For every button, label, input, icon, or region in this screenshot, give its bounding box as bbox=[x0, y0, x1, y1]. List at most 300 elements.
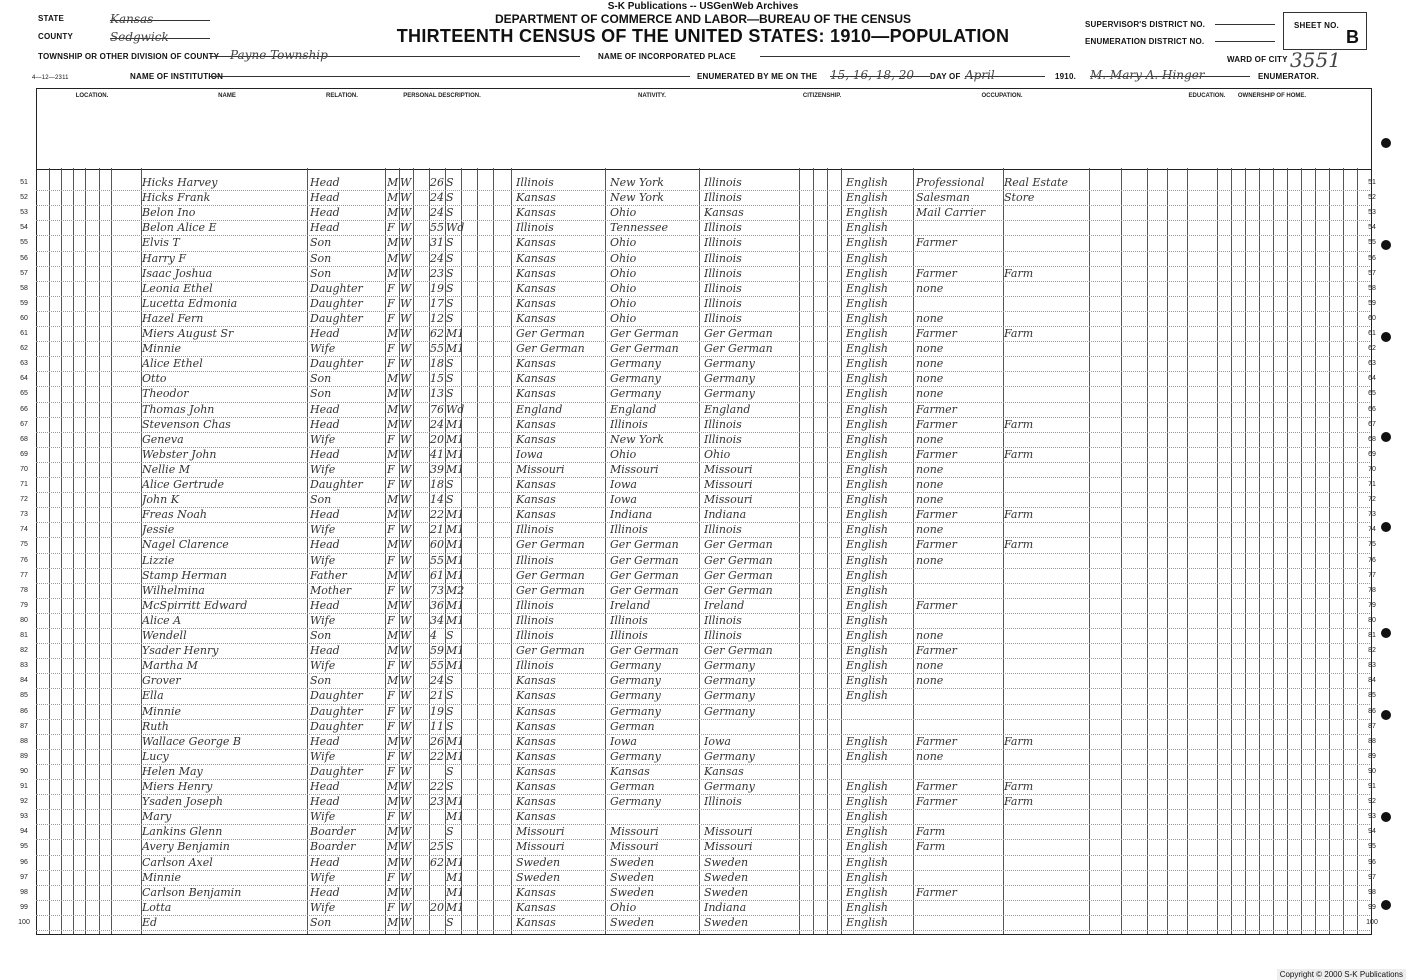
cell-birth: Sweden bbox=[516, 855, 561, 869]
cell-sex: F bbox=[387, 613, 395, 627]
cell-birth: Illinois bbox=[516, 613, 554, 627]
cell-name: Ruth bbox=[142, 719, 169, 733]
cell-father: England bbox=[610, 402, 657, 416]
cell-relation: Son bbox=[310, 915, 332, 929]
cell-name: Freas Noah bbox=[142, 508, 207, 522]
cell-name: Mary bbox=[142, 810, 172, 824]
township-value: Payne Township bbox=[230, 48, 328, 62]
cell-lang: English bbox=[846, 629, 888, 642]
cell-marital: S bbox=[446, 780, 454, 793]
cell-race: W bbox=[400, 296, 412, 310]
cell-relation: Head bbox=[310, 734, 340, 748]
cell-father: Iowa bbox=[610, 478, 637, 491]
cell-name: Webster John bbox=[142, 447, 217, 461]
cell-race: W bbox=[400, 462, 412, 476]
cell-sex: M bbox=[387, 915, 399, 929]
line-number: 64 bbox=[20, 375, 28, 383]
cell-relation: Son bbox=[310, 387, 332, 401]
cell-marital: S bbox=[446, 372, 454, 386]
cell-relation: Boarder bbox=[310, 840, 356, 854]
cell-lang: English bbox=[846, 613, 888, 627]
line-number-right: 83 bbox=[1368, 662, 1376, 670]
line-number: 67 bbox=[20, 420, 28, 428]
cell-birth: Illinois bbox=[516, 598, 554, 612]
cell-age: 22 bbox=[430, 749, 444, 763]
cell-sex: M bbox=[387, 840, 399, 854]
cell-mother: Illinois bbox=[704, 176, 742, 189]
county-value: Sedgwick bbox=[110, 30, 169, 44]
cell-age: 18 bbox=[430, 357, 444, 371]
cell-father: Sweden bbox=[610, 885, 655, 899]
cell-name: Lucetta Edmonia bbox=[142, 296, 238, 310]
cell-mother: Sweden bbox=[704, 915, 749, 929]
sheet-box bbox=[1283, 12, 1367, 50]
cell-mother: Germany bbox=[704, 659, 755, 673]
cell-sex: M bbox=[387, 327, 399, 340]
cell-father: Germany bbox=[610, 674, 661, 688]
line-number: 87 bbox=[20, 722, 28, 730]
cell-birth: Illinois bbox=[516, 659, 554, 673]
cell-age: 55 bbox=[430, 659, 444, 673]
copyright-notice: Copyright © 2000 S-K Publications bbox=[1277, 969, 1406, 980]
cell-relation: Head bbox=[310, 191, 340, 205]
cell-relation: Head bbox=[310, 885, 340, 899]
cell-marital: M1 bbox=[446, 508, 464, 522]
month-value: April bbox=[965, 68, 995, 82]
line-number: 54 bbox=[20, 224, 28, 232]
cell-relation: Wife bbox=[310, 523, 336, 537]
cell-relation: Head bbox=[310, 447, 340, 461]
cell-lang: English bbox=[846, 387, 888, 401]
cell-sex: M bbox=[387, 825, 399, 839]
cell-relation: Daughter bbox=[310, 704, 363, 718]
line-number: 99 bbox=[20, 903, 28, 911]
cell-industry: Farm bbox=[1004, 447, 1034, 461]
line-number: 61 bbox=[20, 330, 28, 337]
cell-birth: Kansas bbox=[516, 810, 556, 824]
cell-lang: English bbox=[846, 372, 888, 386]
line-number-right: 100 bbox=[1366, 918, 1378, 926]
line-number: 83 bbox=[20, 662, 28, 670]
cell-marital: M1 bbox=[446, 734, 464, 748]
cell-name: Martha M bbox=[142, 659, 198, 673]
line-number-right: 89 bbox=[1368, 752, 1376, 760]
cell-birth: Kansas bbox=[516, 372, 556, 386]
cell-sex: F bbox=[387, 583, 395, 597]
line-number: 89 bbox=[20, 752, 28, 760]
cell-lang: English bbox=[846, 568, 888, 582]
line-number: 78 bbox=[20, 586, 28, 594]
cell-race: W bbox=[400, 659, 412, 673]
cell-marital: S bbox=[446, 176, 454, 189]
cell-marital: S bbox=[446, 266, 454, 280]
cell-birth: Missouri bbox=[516, 462, 565, 476]
cell-birth: Kansas bbox=[516, 508, 556, 522]
cell-birth: Kansas bbox=[516, 915, 556, 929]
cell-name: Stamp Herman bbox=[142, 568, 227, 582]
line-number: 69 bbox=[20, 450, 28, 458]
cell-relation: Head bbox=[310, 327, 340, 340]
cell-sex: F bbox=[387, 553, 395, 567]
cell-age: 25 bbox=[430, 840, 444, 854]
cell-race: W bbox=[400, 900, 412, 914]
cell-mother: Missouri bbox=[704, 825, 753, 839]
line-number: 56 bbox=[20, 254, 28, 262]
cell-mother: Illinois bbox=[704, 221, 742, 235]
cell-industry: Farm bbox=[1004, 780, 1034, 793]
line-number-right: 95 bbox=[1368, 843, 1376, 851]
cell-marital: M1 bbox=[446, 568, 464, 582]
cell-race: W bbox=[400, 644, 412, 658]
cell-birth: Ger German bbox=[516, 568, 585, 582]
supervisor-line bbox=[1215, 14, 1275, 25]
cell-mother: Illinois bbox=[704, 795, 742, 809]
cell-relation: Son bbox=[310, 493, 332, 507]
line-number: 93 bbox=[20, 813, 28, 821]
cell-lang: English bbox=[846, 825, 888, 839]
line-number-right: 92 bbox=[1368, 798, 1376, 806]
col-group-citizenship: CITIZENSHIP. bbox=[802, 93, 842, 99]
cell-marital: M2 bbox=[446, 583, 464, 597]
cell-lang: English bbox=[846, 885, 888, 899]
cell-relation: Head bbox=[310, 508, 340, 522]
cell-name: Carlson Axel bbox=[142, 855, 213, 869]
line-number-right: 64 bbox=[1368, 375, 1376, 383]
cell-birth: Kansas bbox=[516, 206, 556, 220]
cell-lang: English bbox=[846, 221, 888, 235]
cell-name: Theodor bbox=[142, 387, 189, 401]
cell-trade: Professional bbox=[916, 176, 985, 189]
cell-relation: Daughter bbox=[310, 478, 363, 491]
cell-mother: Sweden bbox=[704, 885, 749, 899]
cell-relation: Father bbox=[310, 568, 347, 582]
cell-birth: Illinois bbox=[516, 176, 554, 189]
cell-marital: Wd bbox=[446, 402, 464, 416]
line-number-right: 61 bbox=[1368, 330, 1376, 337]
cell-father: Ger German bbox=[610, 538, 679, 552]
cell-father: Ohio bbox=[610, 281, 637, 295]
cell-mother: Missouri bbox=[704, 840, 753, 854]
cell-age: 26 bbox=[430, 176, 444, 189]
cell-mother: Ger German bbox=[704, 553, 773, 567]
incorporated-label: NAME OF INCORPORATED PLACE bbox=[598, 52, 736, 61]
institution-line bbox=[210, 66, 690, 77]
cell-sex: M bbox=[387, 447, 399, 461]
cell-age: 21 bbox=[430, 689, 444, 703]
cell-mother: Ger German bbox=[704, 568, 773, 582]
cell-sex: F bbox=[387, 659, 395, 673]
cell-trade: none bbox=[916, 553, 944, 567]
cell-marital: M1 bbox=[446, 447, 464, 461]
cell-race: W bbox=[400, 311, 412, 325]
line-number: 97 bbox=[20, 873, 28, 881]
cell-trade: Farmer bbox=[916, 598, 957, 612]
col-group-nativity: NATIVITY. bbox=[638, 93, 666, 99]
cell-father: New York bbox=[610, 176, 664, 189]
cell-race: W bbox=[400, 523, 412, 537]
cell-name: Stevenson Chas bbox=[142, 417, 231, 431]
col-group-education: EDUCATION. bbox=[1188, 93, 1226, 99]
cell-lang: English bbox=[846, 176, 888, 189]
cell-sex: M bbox=[387, 508, 399, 522]
cell-sex: M bbox=[387, 644, 399, 658]
cell-name: Thomas John bbox=[142, 402, 215, 416]
cell-relation: Son bbox=[310, 266, 332, 280]
line-number-right: 55 bbox=[1368, 239, 1376, 247]
cell-mother: Illinois bbox=[704, 613, 742, 627]
cell-race: W bbox=[400, 538, 412, 552]
cell-race: W bbox=[400, 342, 412, 356]
cell-sex: F bbox=[387, 478, 395, 491]
cell-birth: Ger German bbox=[516, 644, 585, 658]
cell-sex: M bbox=[387, 387, 399, 401]
line-number: 75 bbox=[20, 541, 28, 549]
line-number-right: 60 bbox=[1368, 314, 1376, 322]
cell-age: 4 bbox=[430, 629, 437, 642]
line-number: 81 bbox=[20, 632, 28, 639]
cell-father: New York bbox=[610, 432, 664, 446]
cell-age: 34 bbox=[430, 613, 444, 627]
cell-father: Ohio bbox=[610, 266, 637, 280]
cell-race: W bbox=[400, 915, 412, 929]
cell-sex: M bbox=[387, 251, 399, 265]
cell-birth: Kansas bbox=[516, 764, 556, 778]
cell-relation: Head bbox=[310, 855, 340, 869]
cell-sex: F bbox=[387, 281, 395, 295]
cell-relation: Daughter bbox=[310, 281, 363, 295]
cell-marital: M1 bbox=[446, 432, 464, 446]
cell-name: Elvis T bbox=[142, 236, 180, 250]
cell-age: 19 bbox=[430, 704, 444, 718]
cell-birth: Sweden bbox=[516, 870, 561, 884]
cell-relation: Wife bbox=[310, 870, 336, 884]
line-number-right: 72 bbox=[1368, 496, 1376, 504]
cell-relation: Daughter bbox=[310, 357, 363, 371]
col-group-relation: RELATION. bbox=[326, 93, 358, 99]
line-number: 98 bbox=[20, 888, 28, 896]
line-number-right: 63 bbox=[1368, 360, 1376, 368]
cell-mother: Ohio bbox=[704, 447, 731, 461]
cell-sex: M bbox=[387, 734, 399, 748]
punch-hole bbox=[1381, 240, 1391, 250]
cell-name: Wallace George B bbox=[142, 734, 241, 748]
cell-lang: English bbox=[846, 402, 888, 416]
cell-sex: F bbox=[387, 432, 395, 446]
line-number: 91 bbox=[20, 783, 28, 790]
line-number-right: 79 bbox=[1368, 601, 1376, 609]
cell-birth: Kansas bbox=[516, 734, 556, 748]
cell-relation: Daughter bbox=[310, 689, 363, 703]
cell-relation: Wife bbox=[310, 659, 336, 673]
enumeration-line bbox=[1215, 31, 1275, 42]
cell-trade: Farmer bbox=[916, 266, 957, 280]
line-number-right: 77 bbox=[1368, 571, 1376, 579]
cell-lang: English bbox=[846, 191, 888, 205]
cell-race: W bbox=[400, 251, 412, 265]
line-number-right: 87 bbox=[1368, 722, 1376, 730]
cell-race: W bbox=[400, 598, 412, 612]
cell-age: 22 bbox=[430, 780, 444, 793]
cell-age: 62 bbox=[430, 327, 444, 340]
department-title: DEPARTMENT OF COMMERCE AND LABOR—BUREAU OF THE CENSUS bbox=[495, 12, 911, 26]
year-label: 1910. bbox=[1055, 72, 1077, 81]
line-number: 62 bbox=[20, 345, 28, 353]
line-number-right: 91 bbox=[1368, 783, 1376, 790]
cell-father: Ger German bbox=[610, 583, 679, 597]
cell-name: Alice Ethel bbox=[142, 357, 203, 371]
cell-lang: English bbox=[846, 478, 888, 491]
line-number-right: 68 bbox=[1368, 435, 1376, 443]
cell-sex: F bbox=[387, 689, 395, 703]
cell-race: W bbox=[400, 583, 412, 597]
cell-mother: Indiana bbox=[704, 900, 747, 914]
cell-name: McSpirritt Edward bbox=[142, 598, 248, 612]
cell-sex: M bbox=[387, 629, 399, 642]
cell-age: 18 bbox=[430, 478, 444, 491]
line-number-right: 76 bbox=[1368, 556, 1376, 564]
cell-lang: English bbox=[846, 508, 888, 522]
cell-birth: Kansas bbox=[516, 251, 556, 265]
cell-marital: S bbox=[446, 719, 454, 733]
cell-trade: Farmer bbox=[916, 508, 957, 522]
cell-birth: Kansas bbox=[516, 478, 556, 491]
cell-father: Sweden bbox=[610, 855, 655, 869]
cell-trade: Farmer bbox=[916, 885, 957, 899]
cell-trade: none bbox=[916, 372, 944, 386]
cell-lang: English bbox=[846, 583, 888, 597]
cell-trade: none bbox=[916, 674, 944, 688]
cell-lang: English bbox=[846, 644, 888, 658]
cell-marital: S bbox=[446, 674, 454, 688]
cell-relation: Daughter bbox=[310, 311, 363, 325]
cell-relation: Head bbox=[310, 221, 340, 235]
state-value: Kansas bbox=[110, 12, 154, 26]
form-number: 4—12—2311 bbox=[32, 75, 69, 81]
line-number-right: 84 bbox=[1368, 677, 1376, 685]
cell-race: W bbox=[400, 704, 412, 718]
cell-lang: English bbox=[846, 810, 888, 824]
line-number-right: 57 bbox=[1368, 269, 1376, 277]
cell-sex: M bbox=[387, 493, 399, 507]
sheet-label: SHEET NO. bbox=[1294, 21, 1339, 30]
line-number: 57 bbox=[20, 269, 28, 277]
cell-father: Germany bbox=[610, 689, 661, 703]
line-number: 63 bbox=[20, 360, 28, 368]
cell-father: Iowa bbox=[610, 493, 637, 507]
cell-age: 55 bbox=[430, 553, 444, 567]
cell-father: Ohio bbox=[610, 296, 637, 310]
cell-marital: S bbox=[446, 840, 454, 854]
cell-name: Alice Gertrude bbox=[142, 478, 225, 491]
cell-mother: Ger German bbox=[704, 327, 773, 340]
line-number: 68 bbox=[20, 435, 28, 443]
cell-father: Ger German bbox=[610, 327, 679, 340]
cell-birth: Iowa bbox=[516, 447, 543, 461]
cell-mother: Germany bbox=[704, 704, 755, 718]
cell-race: W bbox=[400, 191, 412, 205]
line-number-right: 98 bbox=[1368, 888, 1376, 896]
cell-relation: Head bbox=[310, 780, 340, 793]
cell-father: German bbox=[610, 780, 655, 793]
cell-trade: Farmer bbox=[916, 734, 957, 748]
cell-mother: Illinois bbox=[704, 236, 742, 250]
cell-sex: F bbox=[387, 296, 395, 310]
cell-race: W bbox=[400, 825, 412, 839]
line-number-right: 71 bbox=[1368, 481, 1376, 488]
cell-mother: Illinois bbox=[704, 251, 742, 265]
cell-name: Wilhelmina bbox=[142, 583, 205, 597]
cell-race: W bbox=[400, 327, 412, 340]
cell-birth: Kansas bbox=[516, 357, 556, 371]
cell-age: 31 bbox=[430, 236, 444, 250]
line-number-right: 51 bbox=[1368, 179, 1376, 186]
cell-race: W bbox=[400, 493, 412, 507]
cell-age: 22 bbox=[430, 508, 444, 522]
cell-age: 17 bbox=[430, 296, 444, 310]
census-title: THIRTEENTH CENSUS OF THE UNITED STATES: 1910—POPULATION bbox=[396, 26, 1010, 46]
cell-marital: M1 bbox=[446, 462, 464, 476]
county-label: COUNTY bbox=[38, 32, 73, 41]
cell-age: 73 bbox=[430, 583, 444, 597]
county-line bbox=[110, 28, 210, 44]
incorporated-line bbox=[760, 46, 1070, 57]
line-number-right: 67 bbox=[1368, 420, 1376, 428]
cell-father: Tennessee bbox=[610, 221, 668, 235]
cell-father: Illinois bbox=[610, 417, 648, 431]
cell-name: Ella bbox=[142, 689, 164, 703]
cell-age: 11 bbox=[430, 719, 444, 733]
cell-name: Miers August Sr bbox=[142, 327, 234, 340]
cell-sex: M bbox=[387, 176, 399, 189]
cell-birth: Illinois bbox=[516, 553, 554, 567]
cell-age: 41 bbox=[430, 447, 444, 461]
cell-name: Carlson Benjamin bbox=[142, 885, 242, 899]
cell-sex: F bbox=[387, 749, 395, 763]
cell-marital: S bbox=[446, 689, 454, 703]
line-number-right: 86 bbox=[1368, 707, 1376, 715]
cell-father: Germany bbox=[610, 372, 661, 386]
cell-relation: Head bbox=[310, 598, 340, 612]
line-number-right: 74 bbox=[1368, 526, 1376, 534]
enumerator-value: M. Mary A. Hinger bbox=[1090, 68, 1205, 82]
cell-father: Germany bbox=[610, 704, 661, 718]
cell-marital: S bbox=[446, 251, 454, 265]
cell-race: W bbox=[400, 478, 412, 491]
line-number: 51 bbox=[20, 179, 28, 186]
cell-mother: Illinois bbox=[704, 281, 742, 295]
cell-race: W bbox=[400, 508, 412, 522]
cell-trade: Farmer bbox=[916, 447, 957, 461]
cell-sex: F bbox=[387, 311, 395, 325]
cell-name: Avery Benjamin bbox=[142, 840, 230, 854]
cell-lang: English bbox=[846, 493, 888, 507]
line-number: 66 bbox=[20, 405, 28, 413]
line-number-right: 99 bbox=[1368, 903, 1376, 911]
cell-mother: Germany bbox=[704, 780, 755, 793]
cell-marital: M1 bbox=[446, 900, 464, 914]
cell-marital: S bbox=[446, 191, 454, 205]
cell-father: Ger German bbox=[610, 342, 679, 356]
cell-birth: Missouri bbox=[516, 825, 565, 839]
cell-marital: M1 bbox=[446, 598, 464, 612]
cell-age: 60 bbox=[430, 538, 444, 552]
cell-birth: Missouri bbox=[516, 840, 565, 854]
cell-name: Grover bbox=[142, 674, 181, 688]
cell-father: Ireland bbox=[610, 598, 651, 612]
line-number-right: 54 bbox=[1368, 224, 1376, 232]
cell-relation: Son bbox=[310, 674, 332, 688]
cell-mother: Illinois bbox=[704, 311, 742, 325]
